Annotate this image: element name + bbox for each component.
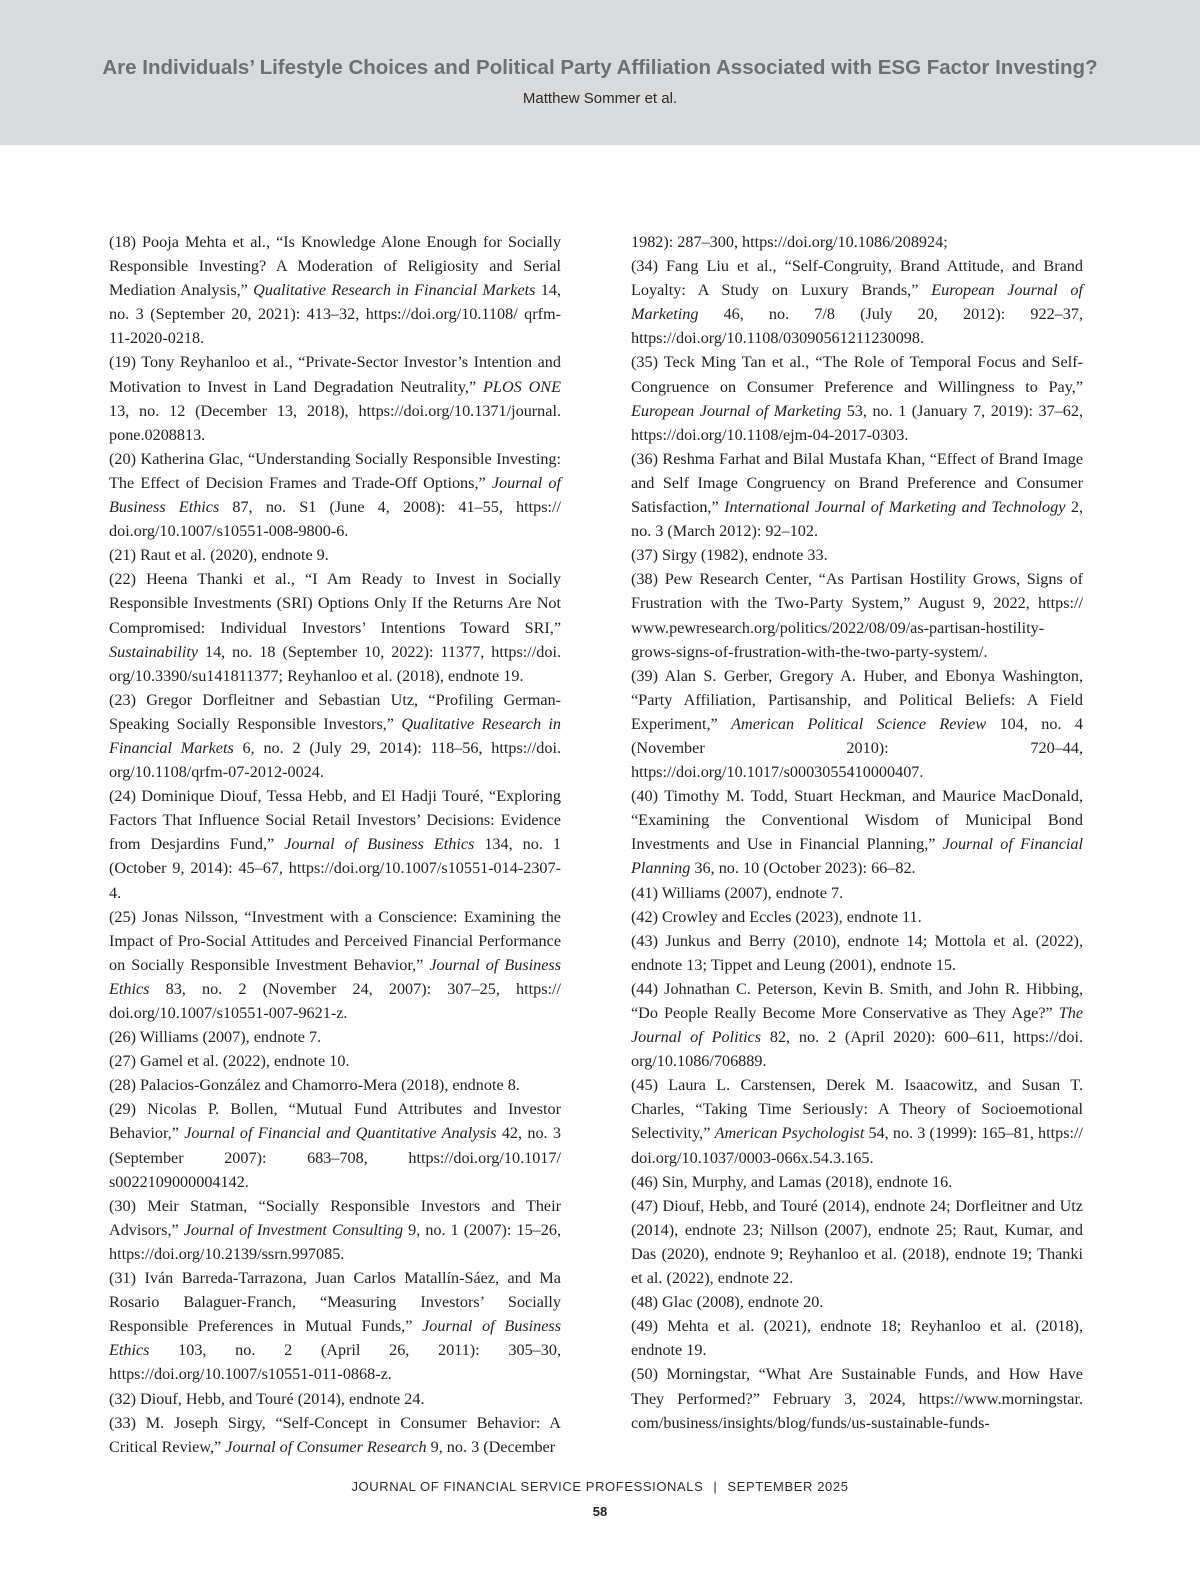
endnote-entry [631,784,1083,880]
endnote-source-title: American Political Science Review [731,714,987,733]
endnote-text: (31) Iván Barreda-Tarrazona, Juan Carlos Matallín-Sáez, and Ma Rosario Balaguer-Franch, “Measuring Investors’ Socially Responsible Preferences in Mutual Funds,” [109,1269,561,1336]
endnote-source-title: American Psychologist [714,1124,865,1143]
endnote-text: (32) Diouf, Hebb, and Touré (2014), endnote 24. [109,1389,425,1408]
endnote-text: (48) Glac (2008), endnote 20. [631,1293,824,1312]
endnote-entry [109,1266,561,1386]
endnote-text: (20) Katherina Glac, “Understanding Socially Responsible Investing: The Effect of Decision Frames and Trade-Off Options,” [109,449,561,492]
endnote-text: 1982): 287–300, https://doi.org/10.1086/208924; [631,233,948,251]
endnote-text: (26) Williams (2007), endnote 7. [109,1028,322,1047]
endnote-text: 14, no. 3 (September 20, 2021): 413–32, https://doi.org/10.1108/ qrfm-11-2020-0218. [109,281,562,348]
endnote-entry [631,254,1083,350]
endnote-source-title: Journal of Investment Consulting [183,1220,404,1239]
endnote-text: (44) Johnathan C. Peterson, Kevin B. Smith, and John R. Hibbing, “Do People Really Become More Conservative as They Age?” [631,979,1083,1022]
endnote-entry [631,350,1083,446]
endnote-entry [631,1314,1083,1362]
endnote-entry [631,1170,1083,1194]
endnote-text: 83, no. 2 (November 24, 2007): 307–25, https:// doi.org/10.1007/s10551-007-9621-z. [109,979,561,1022]
article-authors: Matthew Sommer et al. [522,90,678,107]
endnote-text: 6, no. 2 (July 29, 2014): 118–56, https://doi. org/10.1108/qrfm-07-2012-0024. [109,738,562,782]
endnote-text: (38) Pew Research Center, “As Partisan Hostility Grows, Signs of Frustration with the Two-Party System,” August 9, 2022, https:// www.pewresearch.org/politics/2022/08/09/as-partisan-hostility-grows-signs-of-frustration-with-the-two-party-system/. [631,570,1083,661]
endnote-entry [631,1073,1083,1169]
endnote-text: (28) Palacios-González and Chamorro-Mera (2018), endnote 8. [109,1076,520,1095]
endnote-source-title: Journal of Business Ethics [109,473,561,517]
endnote-text: 134, no. 1 (October 9, 2014): 45–67, https://doi.org/10.1007/s10551-014-2307-4. [109,835,562,902]
endnote-entry [631,447,1083,543]
endnote-text: 46, no. 7/8 (July 20, 2012): 922–37, https://doi.org/10.1108/03090561211230098. [631,305,1083,348]
endnote-source-title: Journal of Financial and Quantitative Analysis [184,1124,497,1143]
endnote-text: (23) Gregor Dorfleitner and Sebastian Utz, “Profiling German-Speaking Socially Responsible Investors,” [109,690,561,733]
endnote-source-title: Journal of Business Ethics [109,1317,561,1360]
endnote-text: 9, no. 1 (2007): 15–26, https://doi.org/10.2139/ssrn.997085. [109,1220,561,1263]
endnote-entry [109,567,561,687]
endnote-entry [109,350,561,446]
endnote-text: 82, no. 2 (April 2020): 600–611, https://doi. org/10.1086/706889. [631,1028,1083,1071]
endnote-text: (37) Sirgy (1982), endnote 33. [631,546,828,565]
endnote-source-title: PLOS ONE [483,377,561,396]
endnote-text: (25) Jonas Nilsson, “Investment with a Conscience: Examining the Impact of Pro-Social Attitudes and Perceived Financial Performance on Socially Responsible Investment Behavior,” [109,907,561,974]
endnote-entry [109,688,561,784]
endnote-text: (33) M. Joseph Sirgy, “Self-Concept in Consumer Behavior: A Critical Review,” [109,1413,561,1456]
endnote-text: (18) Pooja Mehta et al., “Is Knowledge Alone Enough for Socially Responsible Investing? A Moderation of Religiosity and Serial Mediation Analysis,” [109,233,561,300]
endnote-text: 103, no. 2 (April 26, 2011): 305–30, https://doi.org/10.1007/s10551-011-0868-z. [109,1341,561,1384]
article-title: Are Individuals’ Lifestyle Choices and Political Party Affiliation Associated with ESG Factor Investing? [102,56,1098,79]
issue-date: SEPTEMBER 2025 [727,1479,849,1494]
running-header [0,0,1200,145]
endnote-entry [109,1049,561,1073]
endnote-entry [631,905,1083,929]
endnote-text: 14, no. 18 (September 10, 2022): 11377, https://doi. org/10.3390/su141811377; Reyhanloo et al. (2018), endnote 19. [109,642,561,685]
endnote-text: (40) Timothy M. Todd, Stuart Heckman, and Maurice MacDonald, “Examining the Conventional Wisdom of Municipal Bond Investments and Use in Financial Planning,” [631,787,1083,854]
endnote-text: (19) Tony Reyhanloo et al., “Private-Sector Investor’s Intention and Motivation to Invest in Land Degradation Neutrality,” [109,353,561,396]
endnote-text: 36, no. 10 (October 2023): 66–82. [690,859,916,878]
endnote-entry [109,1025,561,1049]
endnote-entry [631,977,1083,1073]
endnote-entry [631,230,1083,254]
endnotes-left-column [109,230,561,1459]
endnote-source-title: Sustainability [109,642,199,661]
endnote-entry [109,447,561,543]
endnote-text: (39) Alan S. Gerber, Gregory A. Huber, and Ebonya Washington, “Party Affiliation, Partisanship, and Political Beliefs: A Field Experiment,” [631,666,1083,733]
endnote-text: (24) Dominique Diouf, Tessa Hebb, and El Hadji Touré, “Exploring Factors That Influence Social Retail Investors’ Decisions: Evidence from Desjardins Fund,” [109,787,561,854]
endnote-source-title: The Journal of Politics [631,1004,1083,1047]
endnote-source-title: Journal of Business Ethics [109,955,561,998]
endnote-entry [109,1387,561,1411]
endnote-text: 87, no. S1 (June 4, 2008): 41–55, https:// doi.org/10.1007/s10551-008-9800-6. [109,498,561,541]
endnote-text: 104, no. 4 (November 2010): 720–44, https://doi.org/10.1017/s0003055410000407. [631,714,1084,782]
endnote-source-title: Journal of Consumer Research [225,1437,427,1456]
endnote-text: (27) Gamel et al. (2022), endnote 10. [109,1052,350,1071]
endnote-entry [109,1411,561,1459]
endnote-entry [109,1073,561,1097]
endnotes-right-column [631,230,1083,1435]
endnote-text: (43) Junkus and Berry (2010), endnote 14; Mottola et al. (2022), endnote 13; Tippet and Leung (2001), endnote 15. [631,931,1083,974]
endnote-text: (45) Laura L. Carstensen, Derek M. Isaacowitz, and Susan T. Charles, “Taking Time Seriously: A Theory of Socioemotional Selectivity,” [631,1076,1083,1143]
endnote-text: (35) Teck Ming Tan et al., “The Role of Temporal Focus and Self-Congruence on Consumer Preference and Willingness to Pay,” [631,353,1083,396]
endnote-text: 13, no. 12 (December 13, 2018), https://doi.org/10.1371/journal. pone.0208813. [109,401,561,444]
footer-separator: | [713,1479,718,1494]
endnote-text: 54, no. 3 (1999): 165–81, https:// doi.org/10.1037/0003-066x.54.3.165. [631,1124,1083,1167]
endnote-text: (34) Fang Liu et al., “Self-Congruity, Brand Attitude, and Brand Loyalty: A Study on Luxury Brands,” [631,257,1083,300]
endnote-text: (22) Heena Thanki et al., “I Am Ready to Invest in Socially Responsible Investments (SRI) Options Only If the Returns Are Not Compromised: Individual Investors’ Intentions Toward SRI,” [109,570,561,637]
endnote-source-title: Qualitative Research in Financial Markets [253,281,536,300]
endnote-source-title: European Journal of Marketing [631,281,1083,324]
journal-name: JOURNAL OF FINANCIAL SERVICE PROFESSIONALS [351,1479,704,1494]
endnote-source-title: Journal of Financial Planning [631,835,1084,878]
endnote-entry [631,567,1083,663]
endnote-text: (29) Nicolas P. Bollen, “Mutual Fund Attributes and Investor Behavior,” [109,1100,561,1143]
page-number: 58 [592,1504,608,1519]
endnote-text: 2, no. 3 (March 2012): 92–102. [631,498,1084,541]
endnote-entry [631,1194,1083,1290]
endnote-text: (36) Reshma Farhat and Bilal Mustafa Khan, “Effect of Brand Image and Self Image Congruency on Brand Preference and Consumer Satisfaction,” [631,449,1083,517]
endnote-entry [109,784,561,904]
endnote-entry [631,664,1083,784]
endnote-text: 53, no. 1 (January 7, 2019): 37–62, https://doi.org/10.1108/ejm-04-2017-0303. [631,401,1083,444]
endnote-source-title: Journal of Business Ethics [284,835,475,854]
endnote-text: 42, no. 3 (September 2007): 683–708, https://doi.org/10.1017/ s0022109000004142. [109,1124,562,1191]
endnote-entry [631,1290,1083,1314]
endnote-text: (46) Sin, Murphy, and Lamas (2018), endnote 16. [631,1172,953,1191]
endnote-source-title: European Journal of Marketing [631,401,842,420]
endnote-entry [631,543,1083,567]
endnote-text: (49) Mehta et al. (2021), endnote 18; Reyhanloo et al. (2018), endnote 19. [631,1317,1083,1360]
endnote-text: (42) Crowley and Eccles (2023), endnote 11. [631,907,922,926]
endnote-text: (21) Raut et al. (2020), endnote 9. [109,546,329,565]
footer-journal-line [0,1479,1200,1494]
endnote-entry [109,543,561,567]
endnote-source-title: International Journal of Marketing and Technology [724,498,1066,517]
endnote-entry [109,1194,561,1266]
endnote-entry [109,1097,561,1193]
endnote-entry [109,230,561,350]
endnote-text: (50) Morningstar, “What Are Sustainable Funds, and How Have They Performed?” February 3, 2024, https://www.morningstar. com/business/insights/blog/funds/us-sustainable-funds- [631,1365,1083,1432]
endnote-text: (30) Meir Statman, “Socially Responsible Investors and Their Advisors,” [109,1196,561,1239]
endnote-entry [631,1362,1083,1434]
endnote-entry [631,929,1083,977]
endnote-entry [631,881,1083,905]
endnote-text: (47) Diouf, Hebb, and Touré (2014), endnote 24; Dorfleitner and Utz (2014), endnote 23; Nillson (2007), endnote 25; Raut, Kumar, and Das (2020), endnote 9; Reyhanloo et al. (2018), endnote 19; Thanki et al. (2022), endnote 22. [631,1196,1083,1288]
endnote-text: 9, no. 3 (December [426,1437,556,1456]
endnote-text: (41) Williams (2007), endnote 7. [631,883,844,902]
endnote-entry [109,905,561,1025]
endnote-source-title: Qualitative Research in Financial Markets [109,714,562,757]
